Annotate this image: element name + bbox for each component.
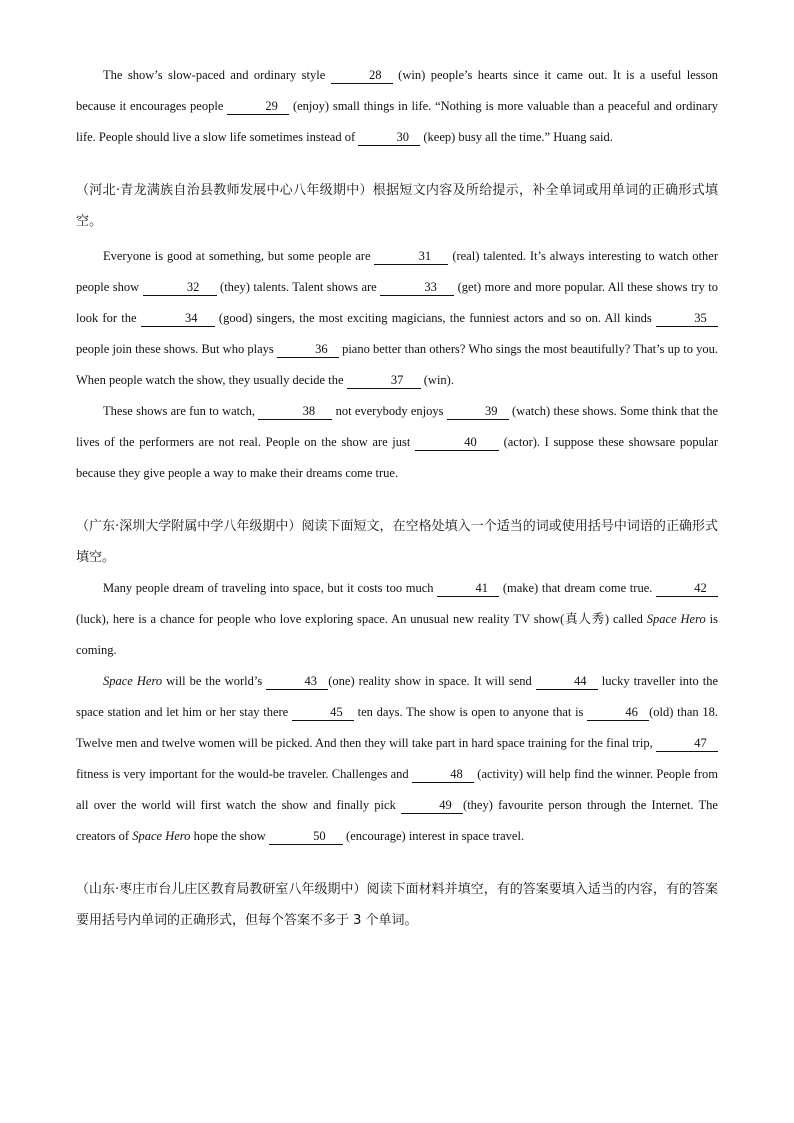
passage-text: is coming. (76, 612, 718, 657)
worksheet-page (76, 60, 718, 936)
show-title: Space Hero (646, 612, 706, 626)
passage-text: (keep) busy all the time.” Huang said. (420, 130, 613, 144)
passage-text: piano better than others? Who sings the most beautifully? That’s up to you. When people watch the show, they usually decide the (76, 342, 718, 387)
passage-paragraph (76, 573, 718, 666)
passage-text: (actor). I suppose these showsare popular because they give people a way to make their dreams come true. (76, 435, 719, 480)
passage-text: These shows are fun to watch, (103, 404, 259, 418)
answer-blank-39[interactable]: 39 (447, 404, 509, 420)
passage-text: fitness is very important for the would-be traveler. Challenges and (76, 767, 412, 781)
passage-text: (good) singers, the most exciting magicians, the funniest actors and so on. All kinds (214, 311, 656, 325)
answer-blank-33[interactable]: 33 (380, 280, 454, 296)
passage-text: Everyone is good at something, but some people are (103, 249, 375, 263)
answer-blank-31[interactable]: 31 (374, 249, 448, 265)
passage-text: (one) reality show in space. It will send (328, 674, 536, 688)
passage-text: (they) favourite person through the Internet. The creators of (76, 798, 718, 843)
section-header-shandong: （山东·枣庄市台儿庄区教育局教研室八年级期中）阅读下面材料并填空，有的答案要填入适当的内容，有的答案要用括号内单词的正确形式，但每个答案不多于 3 个单词。 (76, 882, 718, 928)
passage-text: (win). (420, 373, 454, 387)
show-title: Space Hero (132, 829, 191, 843)
answer-blank-47[interactable]: 47 (656, 736, 718, 752)
passage-text: The show’s slow-paced and ordinary style (103, 68, 331, 82)
answer-blank-40[interactable]: 40 (415, 435, 499, 451)
answer-blank-45[interactable]: 45 (292, 705, 354, 721)
passage-text: lucky traveller into the space station and let him or her stay there (76, 674, 719, 719)
answer-blank-50[interactable]: 50 (269, 829, 343, 845)
passage-paragraph (76, 60, 718, 153)
answer-blank-35[interactable]: 35 (656, 311, 718, 327)
answer-blank-37[interactable]: 37 (347, 373, 421, 389)
section-header-guangdong: （广东·深圳大学附属中学八年级期中）阅读下面短文，在空格处填入一个适当的词或使用括号中词语的正确形式填空。 (76, 519, 718, 565)
passage-text: (they) talents. Talent shows are (216, 280, 381, 294)
passage-text: people join these shows. But who plays (76, 342, 277, 356)
passage-paragraph (76, 666, 718, 852)
passage-paragraph (76, 241, 718, 396)
passage-text: will be the world’s (162, 674, 267, 688)
passage-text: (make) that dream come true. (499, 581, 657, 595)
passage-text: (win) people’s hearts since it came out. It is a useful lesson because it encourages people (76, 68, 718, 113)
passage-text: (activity) will help find the winner. People from all over the world will first watch the show and finally pick (76, 767, 718, 812)
answer-blank-28[interactable]: 28 (331, 68, 393, 84)
answer-blank-43[interactable]: 43 (266, 674, 328, 690)
show-title: Space Hero (103, 674, 163, 688)
answer-blank-49[interactable]: 49 (401, 798, 463, 814)
passage-text: (old) than 18. Twelve men and twelve women will be picked. And then they will take part in hard space training for the final trip, (76, 705, 718, 750)
answer-blank-48[interactable]: 48 (412, 767, 474, 783)
passage-text: ten days. The show is open to anyone that is (353, 705, 588, 719)
answer-blank-32[interactable]: 32 (143, 280, 217, 296)
passage-text: (encourage) interest in space travel. (342, 829, 525, 843)
answer-blank-44[interactable]: 44 (536, 674, 598, 690)
answer-blank-41[interactable]: 41 (437, 581, 499, 597)
passage-text: Many people dream of traveling into space, but it costs too much (103, 581, 438, 595)
answer-blank-29[interactable]: 29 (227, 99, 289, 115)
passage-text: (watch) these shows. Some think that the lives of the performers are not real. People on the show are just (76, 404, 719, 449)
passage-text: not everybody enjoys (332, 404, 447, 418)
answer-blank-42[interactable]: 42 (656, 581, 718, 597)
answer-blank-34[interactable]: 34 (141, 311, 215, 327)
passage-text: (luck), here is a chance for people who love exploring space. An unusual new reality TV show(真人秀) called (76, 612, 647, 626)
passage-paragraph (76, 396, 718, 489)
answer-blank-38[interactable]: 38 (258, 404, 332, 420)
passage-text: (enjoy) small things in life. “Nothing is more valuable than a peaceful and ordinary life. People should live a slow life sometimes instead of (76, 99, 719, 144)
answer-blank-46[interactable]: 46 (587, 705, 649, 721)
passage-text: hope the show (190, 829, 269, 843)
passage-text: (real) talented. It’s always interesting to watch other people show (76, 249, 718, 294)
passage-text: (get) more and more popular. All these shows try to look for the (76, 280, 718, 325)
answer-blank-30[interactable]: 30 (358, 130, 420, 146)
answer-blank-36[interactable]: 36 (277, 342, 339, 358)
section-header-hebei: （河北·青龙满族自治县教师发展中心八年级期中）根据短文内容及所给提示，补全单词或用单词的正确形式填空。 (76, 183, 718, 229)
